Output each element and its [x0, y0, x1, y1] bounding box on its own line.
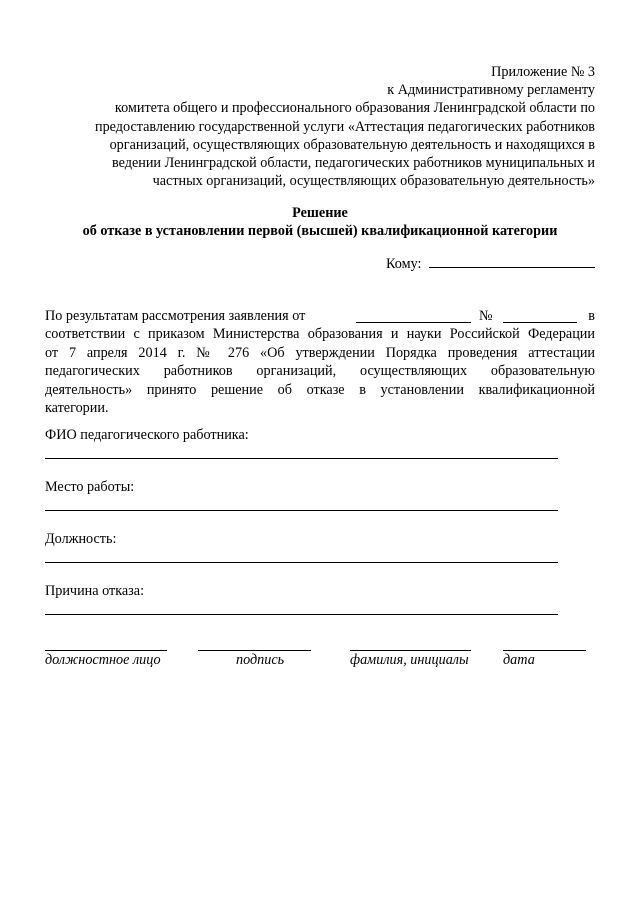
sign-caption: подпись — [236, 652, 285, 668]
reason-blank-line — [45, 614, 558, 615]
body-text-application: По результатам рассмотрения заявления от — [45, 308, 306, 324]
workplace-blank-line — [45, 510, 558, 511]
appendix-line: предоставлению государственной услуги «Аттестация педагогических работников — [94, 118, 595, 135]
recipient-field — [386, 254, 595, 273]
recipient-label: Кому: — [386, 256, 422, 272]
application-date-blank — [356, 309, 471, 323]
body-text-number-sign: № — [479, 308, 493, 324]
body-line-5: деятельность» принято решение об отказе в установлении квалификационной — [45, 381, 595, 398]
body-text-in: в — [588, 308, 595, 324]
decision-body — [45, 307, 595, 417]
document-title — [0, 204, 640, 240]
appendix-line: к Административному регламенту — [387, 82, 595, 99]
title-line-2: об отказе в установлении первой (высшей) квалификационной категории — [82, 223, 558, 239]
appendix-line: частных организаций, осуществляющих образовательную деятельность» — [152, 173, 595, 190]
appendix-line: организаций, осуществляющих образовательную деятельность и находящихся в — [109, 136, 595, 153]
sign-signature-line — [198, 650, 311, 651]
date-signature-line — [503, 650, 586, 651]
body-line-6: категории. — [45, 400, 109, 417]
workplace-label: Место работы: — [45, 479, 135, 495]
appendix-line: Приложение № 3 — [491, 64, 595, 80]
name-caption: фамилия, инициалы — [350, 652, 469, 668]
official-signature-line — [45, 650, 167, 651]
application-number-blank — [503, 309, 577, 323]
body-line-4: педагогических работников организаций, осуществляющих образовательную — [45, 363, 595, 380]
position-label: Должность: — [45, 531, 117, 547]
appendix-line: комитета общего и профессионального образования Ленинградской области по — [114, 100, 595, 117]
fio-blank-line — [45, 458, 558, 459]
recipient-blank-line — [429, 254, 595, 268]
appendix-line: ведении Ленинградской области, педагогических работников муниципальных и — [112, 155, 595, 172]
title-line-1: Решение — [292, 205, 348, 221]
name-signature-line — [350, 650, 471, 651]
fio-label: ФИО педагогического работника: — [45, 427, 249, 443]
official-caption: должностное лицо — [45, 652, 161, 668]
position-blank-line — [45, 562, 558, 563]
date-caption: дата — [503, 652, 535, 668]
appendix-header — [35, 63, 595, 190]
body-line-1 — [45, 307, 595, 325]
body-line-2: соответствии с приказом Министерства образования и науки Российской Федерации — [45, 326, 595, 343]
reason-label: Причина отказа: — [45, 583, 145, 599]
body-line-3: от 7 апреля 2014 г. № 276 «Об утверждении Порядка проведения аттестации — [45, 344, 595, 361]
